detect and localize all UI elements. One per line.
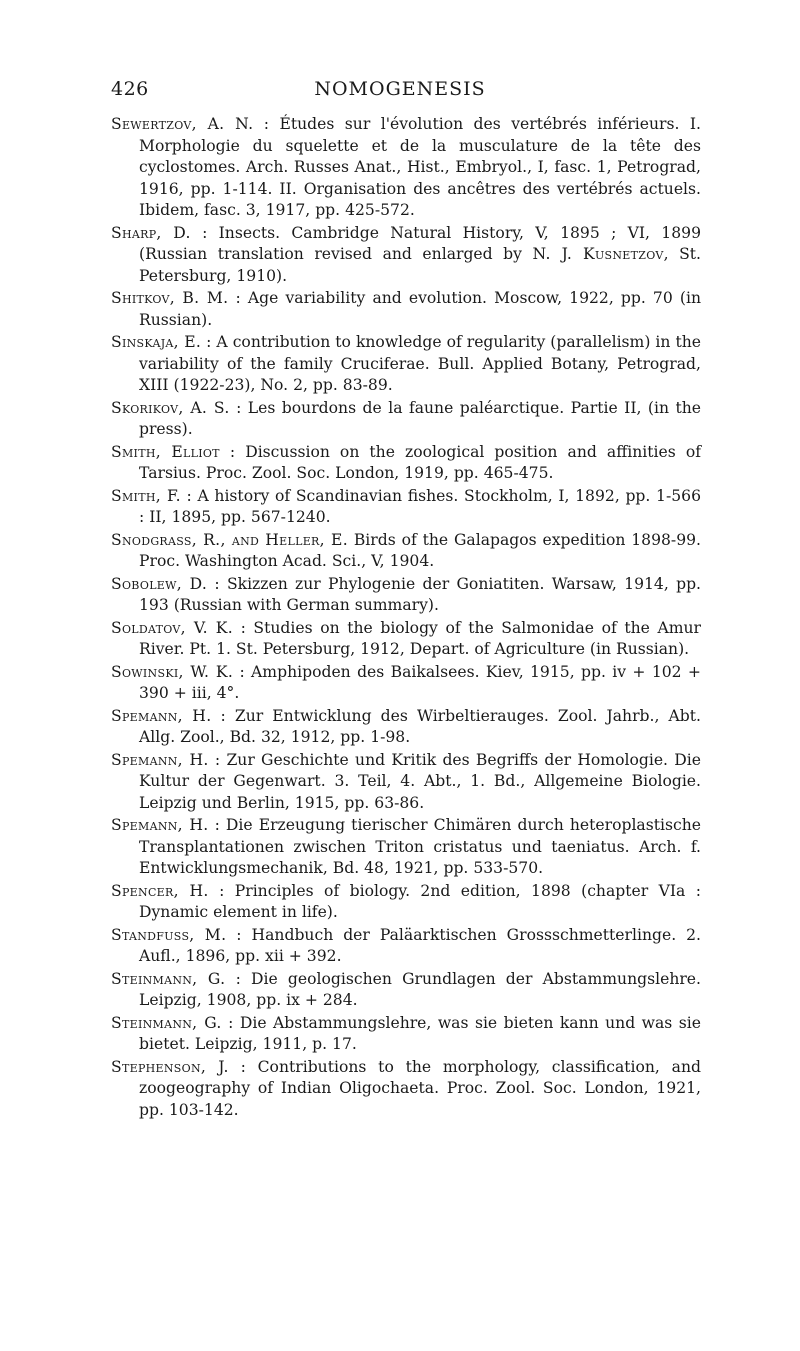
entry-text-continued: , St. Petersburg, 1910).	[139, 245, 702, 285]
entry-author: Sowinski, W. K.	[111, 662, 234, 681]
entry-text: : Handbuch der Paläarktischen Grossschmetterlinge. 2. Aufl., 1896, pp. xii + 392.	[139, 925, 702, 965]
entry-author: Standfuss, M.	[111, 925, 227, 944]
entry-text: : Die Abstammungslehre, was sie bieten kann und was sie bietet. Leipzig, 1911, p. 17.	[139, 1013, 701, 1053]
bibliography-entry	[111, 398, 701, 441]
entry-author: Sharp, D.	[111, 223, 191, 242]
entry-text: Birds of the Galapagos expedition 1898-99. Proc. Washington Acad. Sci., V, 1904.	[139, 530, 701, 570]
entry-text: : A history of Scandinavian fishes. Stockholm, I, 1892, pp. 1-566 : II, 1895, pp. 567-1240.	[139, 486, 701, 526]
entry-text: : Zur Geschichte und Kritik des Begriffs der Homologie. Die Kultur der Gegenwart. 3. Teil, 4. Abt., 1. Bd., Allgemeine Biologie. Leipzig und Berlin, 1915, pp. 63-86.	[139, 750, 701, 812]
entry-author: Snodgrass, R., and Heller, E.	[111, 530, 348, 549]
bibliography-entry	[111, 881, 701, 924]
entry-author: Spemann, H.	[111, 706, 212, 725]
bibliography-entry	[111, 969, 701, 1012]
entry-text: : Die Erzeugung tierischer Chimären durch heteroplastische Transplantationen zwischen Triton cristatus und taeniatus. Arch. f. Entwicklungsmechanik, Bd. 48, 1921, pp. 533-570.	[139, 816, 701, 877]
entry-text: : Contributions to the morphology, classification, and zoogeography of Indian Oligochaeta. Proc. Zool. Soc. London, 1921, pp. 103-142.	[139, 1057, 701, 1119]
entry-author: Sobolew, D.	[111, 574, 208, 593]
bibliography-entry	[111, 114, 701, 222]
entry-text: : Les bourdons de la faune paléarctique. Partie II, (in the press).	[139, 398, 701, 438]
bibliography-entry	[111, 223, 701, 288]
bibliography-entry	[111, 486, 701, 529]
entry-text: : Skizzen zur Phylogenie der Goniatiten. Warsaw, 1914, pp. 193 (Russian with German summary).	[139, 574, 702, 614]
entry-author: Steinmann, G.	[111, 1013, 222, 1032]
entry-text: : Amphipoden des Baikalsees. Kiev, 1915, pp. iv + 102 + 390 + iii, 4°.	[139, 662, 701, 702]
entry-author: Spemann, H.	[111, 750, 209, 769]
bibliography-entry	[111, 288, 701, 331]
bibliography-entry	[111, 442, 701, 485]
entry-author: Steinmann, G.	[111, 969, 226, 988]
bibliography-entry	[111, 1057, 701, 1122]
entry-text: : Insects. Cambridge Natural History, V, 1895 ; VI, 1899 (Russian translation revised and enlarged by	[139, 223, 701, 263]
entry-text: : Zur Entwicklung des Wirbeltierauges. Zool. Jahrb., Abt. Allg. Zool., Bd. 32, 1912, pp. 1-98.	[139, 706, 701, 746]
bibliography-entry	[111, 574, 701, 617]
entry-author: Shitkov, B. M.	[111, 289, 229, 307]
entry-author: Spemann, H.	[111, 816, 209, 834]
entry-author: Stephenson, J.	[111, 1057, 229, 1076]
bibliography-entry	[111, 706, 701, 749]
bibliography-entry	[111, 618, 701, 661]
page-number: 426	[111, 78, 149, 100]
bibliography-list	[111, 114, 701, 1122]
entry-text: : Principles of biology. 2nd edition, 1898 (chapter VIa : Dynamic element in life).	[139, 881, 701, 921]
bibliography-entry	[111, 750, 701, 815]
entry-text: : Études sur l'évolution des vertébrés inférieurs. I. Morphologie du squelette et de la musculature de la tête des cyclostomes. Arch. Russes Anat., Hist., Embryol., I, fasc. 1, Petrograd, 1916, pp. 1-114. II. Organisation des ancêtres des vertébrés actuels. Ibidem, fasc. 3, 1917, pp. 425-572.	[139, 115, 701, 219]
bibliography-entry	[111, 815, 701, 880]
entry-text: : Discussion on the zoological position and affinities of Tarsius. Proc. Zool. Soc. London, 1919, pp. 465-475.	[139, 442, 701, 482]
bibliography-entry	[111, 662, 701, 705]
entry-text: : Die geologischen Grundlagen der Abstammungslehre. Leipzig, 1908, pp. ix + 284.	[139, 969, 701, 1009]
entry-author: Spencer, H.	[111, 881, 209, 900]
entry-translator: N. J. Kusnetzov	[532, 245, 664, 263]
bibliography-entry	[111, 925, 701, 968]
bibliography-entry	[111, 530, 701, 573]
page-header	[111, 78, 689, 106]
entry-text: : A contribution to knowledge of regularity (parallelism) in the variability of the family Cruciferae. Bull. Applied Botany, Petrograd, XIII (1922-23), No. 2, pp. 83-89.	[139, 333, 701, 394]
entry-text: : Age variability and evolution. Moscow, 1922, pp. 70 (in Russian).	[139, 289, 702, 329]
entry-text: : Studies on the biology of the Salmonidae of the Amur River. Pt. 1. St. Petersburg, 1912, Depart. of Agriculture (in Russian).	[139, 618, 701, 658]
running-title: NOMOGENESIS	[314, 78, 486, 100]
entry-author: Sinskaja, E.	[111, 333, 202, 351]
entry-author: Sewertzov, A. N.	[111, 115, 254, 133]
entry-author: Skorikov, A. S.	[111, 398, 230, 417]
bibliography-entry	[111, 332, 701, 397]
entry-author: Soldatov, V. K.	[111, 618, 233, 637]
bibliography-entry	[111, 1013, 701, 1056]
entry-author: Smith, Elliot	[111, 442, 220, 461]
entry-author: Smith, F.	[111, 486, 181, 505]
